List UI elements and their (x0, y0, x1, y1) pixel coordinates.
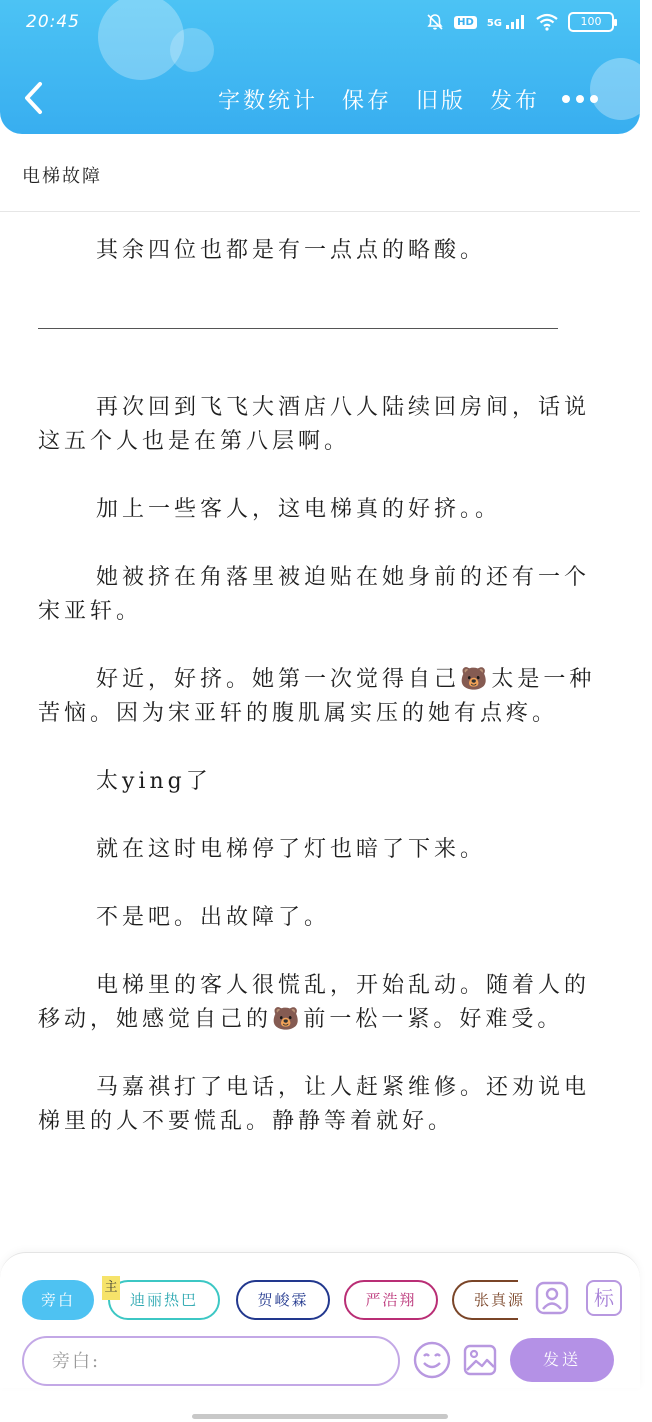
chevron-left-icon (20, 80, 50, 116)
story-paragraph: 她被挤在角落里被迫贴在她身前的还有一个宋亚轩。 (38, 565, 591, 624)
old-version-button[interactable]: 旧版 (415, 89, 466, 114)
send-button[interactable]: 发送 (510, 1338, 614, 1382)
story-paragraph: 太ying了 (96, 769, 212, 794)
hd-badge: HD (454, 16, 477, 29)
story-paragraph: 再次回到飞飞大酒店八人陆续回房间，话说这五个人也是在第八层啊。 (38, 395, 591, 454)
message-input[interactable] (24, 1338, 398, 1384)
image-button[interactable] (462, 1342, 498, 1378)
chapter-title-row[interactable] (0, 140, 640, 212)
decor-bubble (590, 58, 652, 120)
network-type: 5G (486, 18, 502, 29)
emoji-button[interactable] (412, 1340, 452, 1380)
dot-icon (590, 95, 598, 103)
dot-icon (562, 95, 570, 103)
more-options-button[interactable] (562, 90, 598, 108)
story-paragraph: 好近，好挤。她第一次觉得自己🐻太是一种苦恼。因为宋亚轩的腹肌属实压的她有点疼。 (38, 667, 596, 726)
mute-icon (426, 13, 444, 31)
contact-card-icon (534, 1280, 570, 1316)
chapter-title[interactable]: 电梯故障 (22, 166, 102, 187)
emoji-icon (412, 1340, 452, 1380)
battery-indicator: 100 (568, 12, 614, 32)
message-input-box[interactable] (22, 1336, 400, 1386)
section-divider (38, 328, 558, 329)
home-indicator[interactable] (192, 1414, 448, 1419)
role-chip-dilireba[interactable]: 迪丽热巴 (108, 1280, 220, 1320)
story-paragraph: 电梯里的客人很慌乱，开始乱动。随着人的移动，她感觉自己的🐻前一松一紧。好难受。 (38, 973, 591, 1032)
status-bar (0, 0, 640, 48)
role-chip-narration[interactable]: 旁白 (22, 1280, 94, 1320)
publish-button[interactable]: 发布 (489, 89, 540, 114)
story-paragraph: 不是吧。出故障了。 (96, 905, 331, 930)
image-icon (462, 1342, 498, 1378)
story-paragraph: 其余四位也都是有一点点的略酸。 (96, 238, 487, 263)
dot-icon (576, 95, 584, 103)
save-button[interactable]: 保存 (341, 89, 392, 114)
tag-button[interactable]: 标 (586, 1280, 622, 1316)
top-app-bar (0, 0, 640, 134)
signal-icon (487, 15, 526, 29)
back-button[interactable] (20, 80, 50, 116)
role-manage-button[interactable] (534, 1280, 570, 1316)
story-paragraph: 加上一些客人，这电梯真的好挤。。 (96, 497, 502, 522)
editor-toolbar (218, 84, 540, 115)
story-paragraph: 马嘉祺打了电话，让人赶紧维修。还劝说电梯里的人不要慌乱。静静等着就好。 (38, 1075, 591, 1134)
word-count-button[interactable]: 字数统计 (217, 89, 318, 114)
lead-role-tag: 主 (102, 1276, 120, 1300)
content-fade (0, 1222, 640, 1252)
status-time: 20:45 (26, 12, 80, 32)
wifi-icon (536, 13, 558, 31)
role-chip-zhang-zhenyuan[interactable]: 张真源 (452, 1280, 518, 1320)
story-content[interactable] (38, 222, 600, 1252)
role-chip-he-junlin[interactable]: 贺峻霖 (236, 1280, 330, 1320)
role-chip-yan-haoxiang[interactable]: 严浩翔 (344, 1280, 438, 1320)
status-icons (426, 12, 614, 32)
story-paragraph: 就在这时电梯停了灯也暗了下来。 (96, 837, 487, 862)
